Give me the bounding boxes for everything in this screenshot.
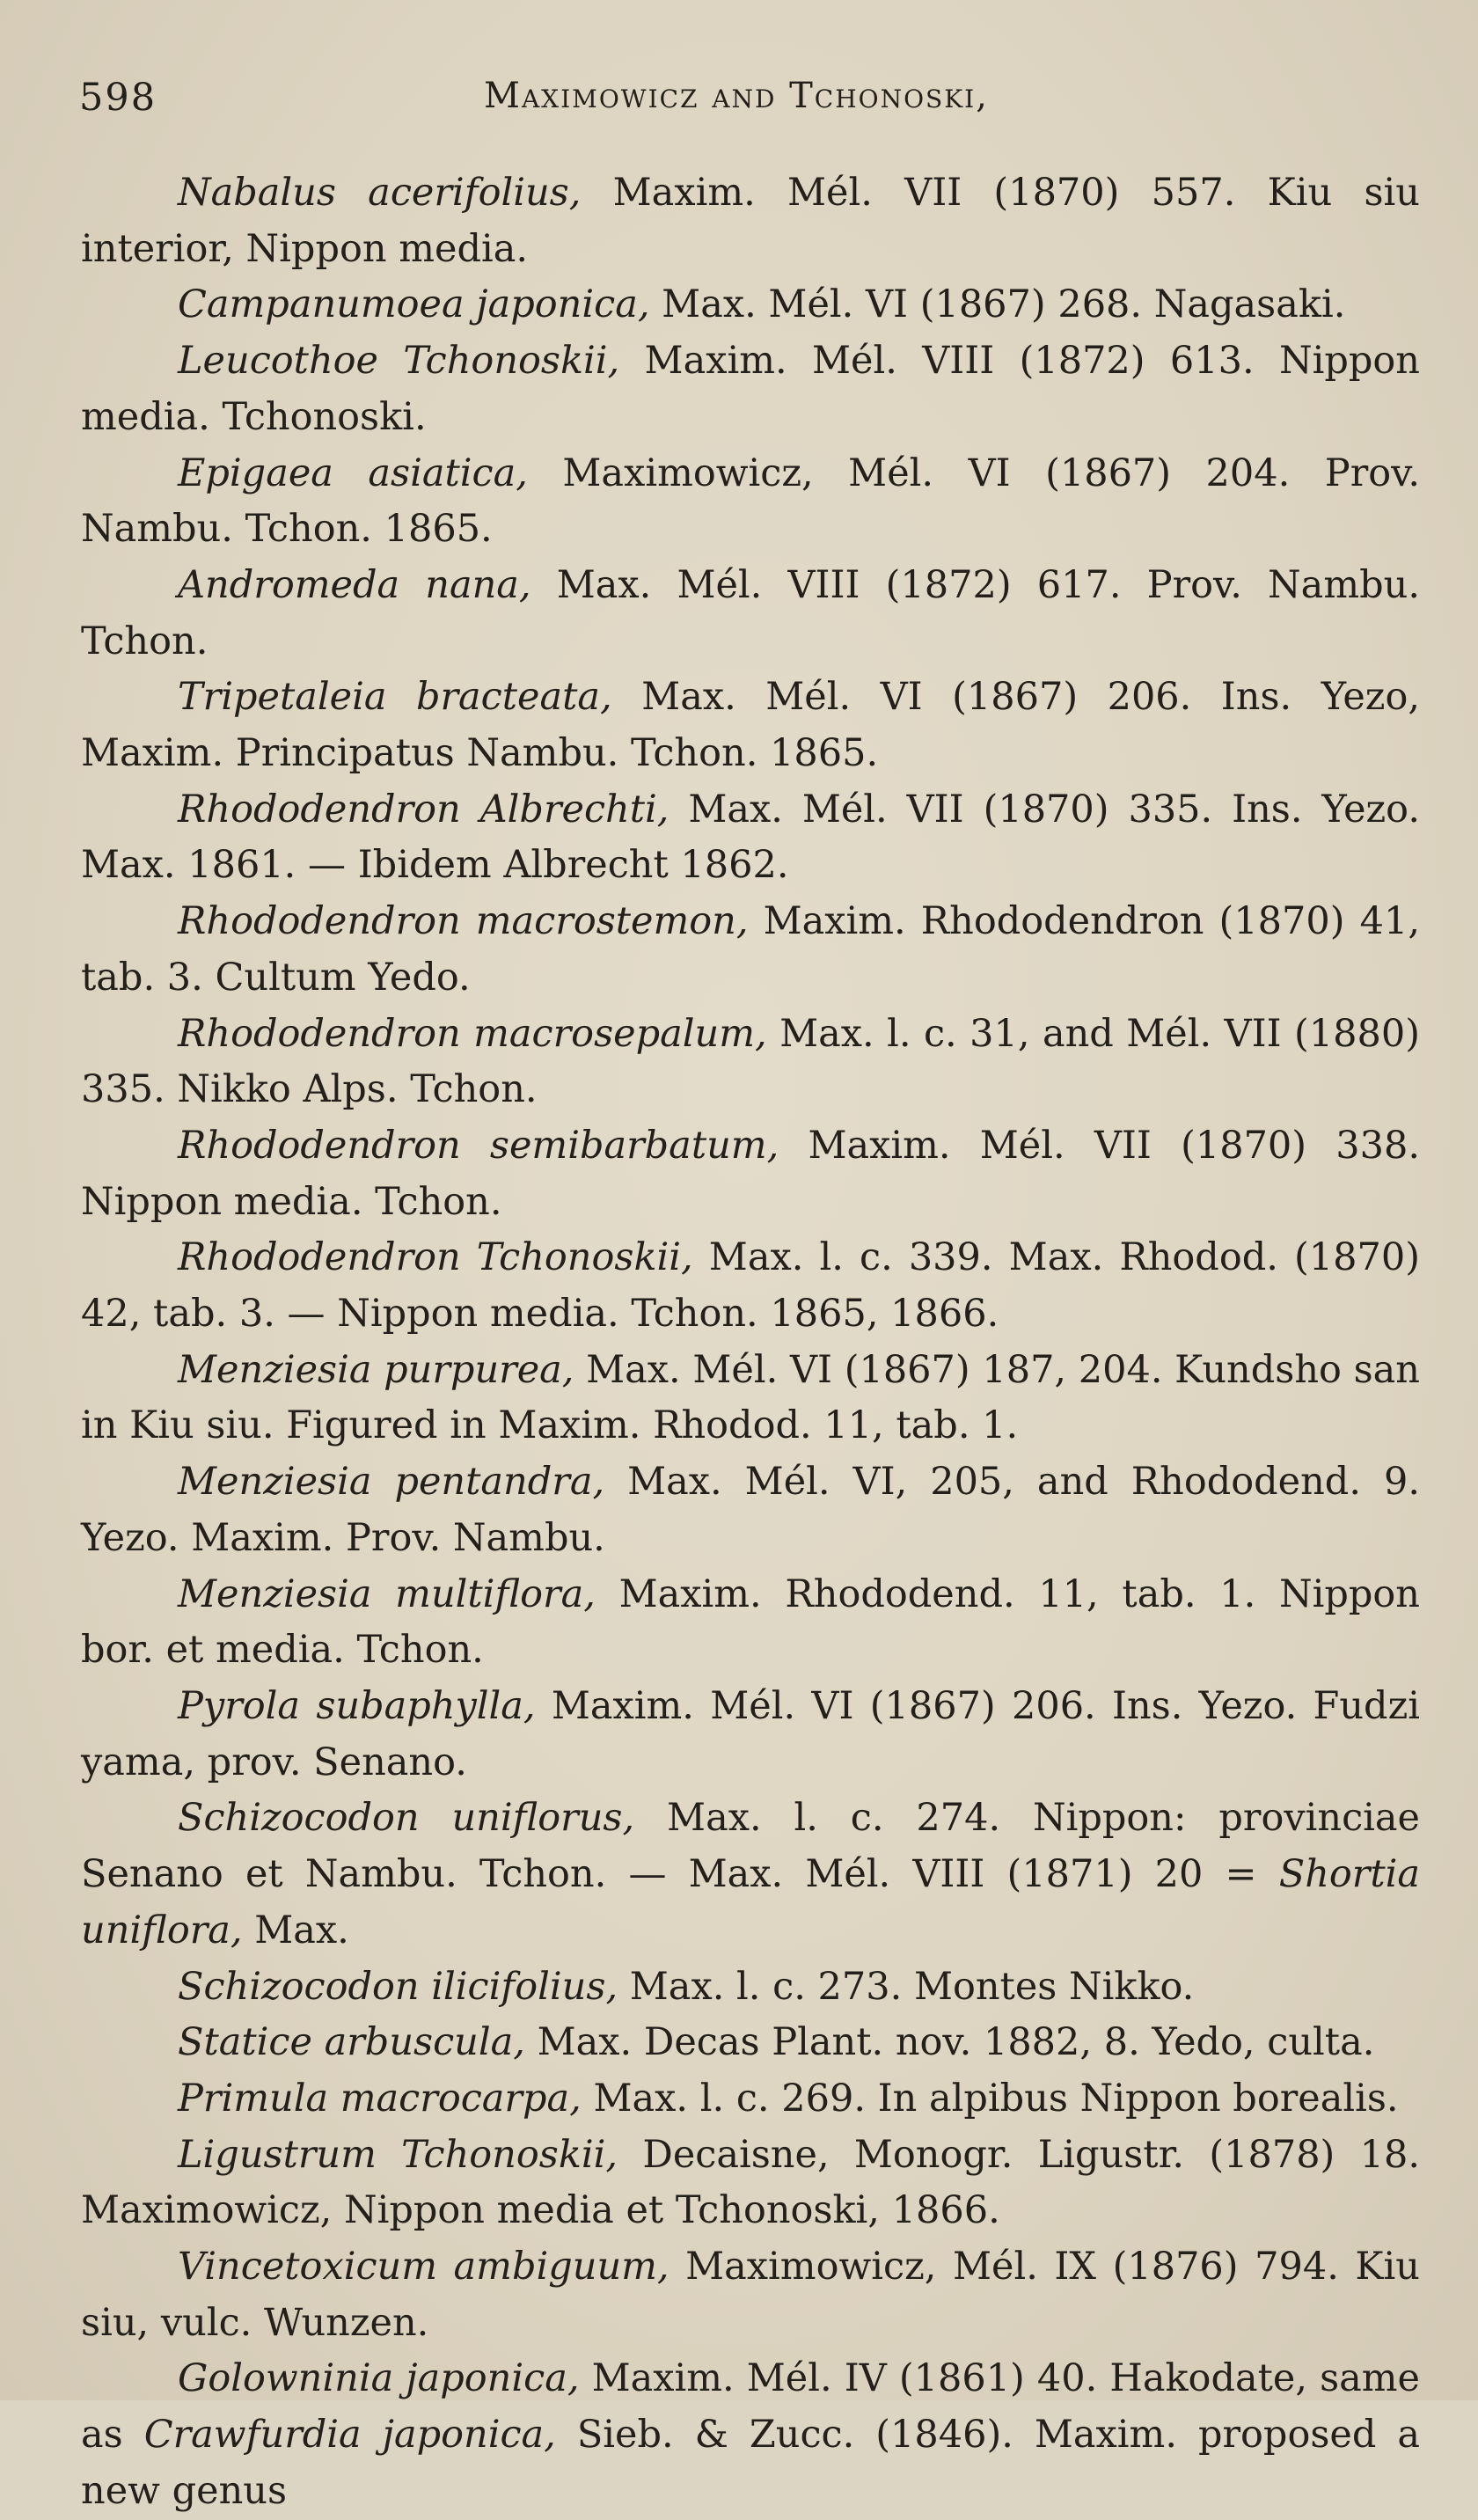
species-name: Menziesia purpurea, [178,1347,574,1392]
synonym-name: Shortia uniflora, [81,1852,1420,1952]
species-name: Pyrola subaphylla, [178,1683,536,1728]
species-entry [81,2128,1420,2239]
species-entry [81,1343,1420,1454]
entry-text: Max. Mél. VI, 205, and Rhododend. 9. Yezo. Maxim. Prov. Nambu. [81,1460,1420,1560]
species-name: Rhododendron Tchonoskii, [178,1235,693,1280]
species-name: Vincetoxicum ambiguum, [178,2245,669,2289]
species-name: Ligustrum Tchonoskii, [178,2132,618,2177]
entry-text: Max. Mél. VI (1867) 187, 204. Kundsho san in Kiu siu. Figured in Maxim. Rhodod. 11, tab. 1. [81,1347,1420,1448]
species-entry [81,894,1420,1006]
species-name: Rhododendron macrostemon, [178,899,749,944]
species-name: Schizocodon uniflorus, [178,1796,635,1841]
entry-text: Maxim. Mél. VII (1870) 557. Kiu siu interior, Nippon media. [81,171,1420,271]
entry-text: Maximowicz, Mél. IX (1876) 794. Kiu siu, vulc. Wunzen. [81,2245,1420,2345]
entry-text: Max. l. c. 269. In alpibus Nippon borealis. [581,2076,1399,2121]
species-name: Rhododendron Albrechti, [178,787,669,831]
entry-text: Max. l. c. 339. Max. Rhodod. (1870) 42, tab. 3. — Nippon media. Tchon. 1865, 1866. [81,1235,1420,1337]
entry-text: Max. Mél. VI (1867) 268. Nagasaki. [649,282,1346,327]
entry-text: Decaisne, Monogr. Ligustr. (1878) 18. Maximowicz, Nippon media et Tchonoski, 1866. [81,2132,1420,2233]
synonym-name: Crawfurdia japonica, [143,2413,556,2458]
entry-text: Max. Mél. VII (1870) 335. Ins. Yezo. Max. 1861. — Ibidem Albrecht 1862. [81,787,1420,888]
species-entry [81,165,1420,277]
species-entry [81,1230,1420,1342]
entry-text: Maxim. Mél. VIII (1872) 613. Nippon media. Tchonoski. [81,339,1420,439]
running-head: Maximowicz and Tchonoski, [484,76,989,116]
entry-text: Maxim. Rhododendron (1870) 41, tab. 3. Cultum Yedo. [81,899,1420,1000]
entry-text: Max. Mél. VI (1867) 206. Ins. Yezo, Maxim. Principatus Nambu. Tchon. 1865. [81,675,1420,776]
species-list [81,165,1420,2520]
species-entry [81,2071,1420,2128]
entry-text-continued: Max. [242,1908,349,1952]
entry-text: Maximowicz, Mél. VI (1867) 204. Prov. Nambu. Tchon. 1865. [81,451,1421,552]
species-name: Campanumoea japonica, [178,282,650,327]
entry-text-continued: Sieb. & Zucc. (1846). Maxim. proposed a new genus [81,2413,1420,2513]
species-entry [81,2015,1420,2071]
species-entry [81,446,1420,558]
species-name: Golowninia japonica, [178,2356,580,2401]
species-name: Nabalus acerifolius, [178,171,582,215]
species-entry [81,2351,1420,2519]
entry-text: Maxim. Mél. VII (1870) 338. Nippon media. Tchon. [81,1123,1420,1224]
species-name: Primula macrocarpa, [178,2076,582,2121]
entry-text: Max. Decas Plant. nov. 1882, 8. Yedo, culta. [524,2020,1375,2065]
species-name: Menziesia pentandra, [178,1460,605,1505]
species-entry [81,277,1420,333]
species-entry [81,1007,1420,1118]
entry-text: Maxim. Mél. IV (1861) 40. Hakodate, same as [81,2356,1421,2458]
species-entry [81,1679,1420,1791]
species-name: Tripetaleia bracteata, [178,675,612,720]
species-entry [81,1960,1420,2016]
entry-text: Max. Mél. VIII (1872) 617. Prov. Nambu. Tchon. [81,562,1420,663]
species-entry [81,1567,1420,1679]
species-entry [81,670,1420,781]
species-entry [81,1118,1420,1230]
species-name: Schizocodon ilicifolius, [178,1964,618,2009]
species-name: Epigaea asiatica, [178,451,528,495]
species-entry [81,558,1420,670]
entry-text: Maxim. Rhododend. 11, tab. 1. Nippon bor. et media. Tchon. [81,1571,1420,1673]
entry-text: Maxim. Mél. VI (1867) 206. Ins. Yezo. Fudzi yama, prov. Senano. [81,1683,1420,1784]
species-name: Rhododendron semibarbatum, [178,1123,779,1168]
species-entry [81,782,1420,894]
entry-text: Max. l. c. 31, and Mél. VII (1880) 335. Nikko Alps. Tchon. [81,1011,1421,1112]
species-name: Andromeda nana, [178,562,531,607]
entry-text: Max. l. c. 274. Nippon: provinciae Senano et Nambu. Tchon. — Max. Mél. VIII (1871) 20 = [81,1796,1420,1897]
page-header [79,76,1416,128]
species-name: Rhododendron macrosepalum, [178,1011,767,1056]
species-entry [81,1454,1420,1566]
species-name: Leucothoe Tchonoskii, [178,339,620,384]
species-entry [81,1791,1420,1959]
page-number: 598 [79,76,157,120]
entry-text: Max. l. c. 273. Montes Nikko. [618,1964,1195,2009]
species-entry [81,2239,1420,2351]
species-entry [81,333,1420,445]
species-name: Statice arbuscula, [178,2020,525,2065]
species-name: Menziesia multiflora, [178,1571,596,1616]
